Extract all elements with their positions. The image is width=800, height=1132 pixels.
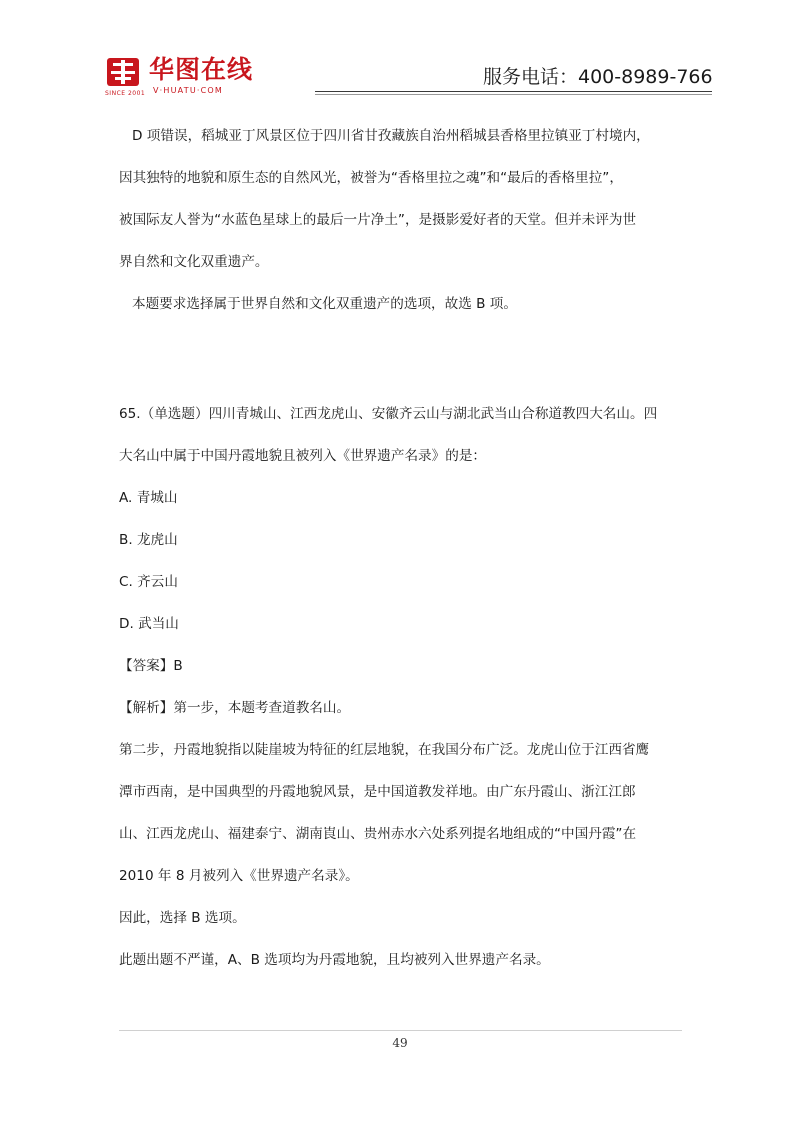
header-divider-thin — [315, 94, 712, 95]
text-line: 界自然和文化双重遗产。 — [119, 254, 269, 270]
logo-name: 华图在线 — [149, 55, 254, 84]
text-line: 因其独特的地貌和原生态的自然风光，被誉为“香格里拉之魂”和“最后的香格里拉”， — [119, 170, 623, 186]
logo-since-text: SINCE 2001 — [105, 90, 146, 97]
question-stem: 65.（单选题）四川青城山、江西龙虎山、安徽齐云山与湖北武当山合称道教四大名山。四 — [119, 406, 658, 422]
service-phone: 服务电话：400-8989-766 — [483, 66, 713, 88]
option-b: B. 龙虎山 — [119, 532, 178, 548]
analysis-text: 山、江西龙虎山、福建泰宁、湖南崀山、贵州赤水六处系列提名地组成的“中国丹霞”在 — [119, 826, 637, 842]
analysis-text: 【解析】第一步，本题考查道教名山。 — [119, 700, 351, 716]
huatu-logo-mark-icon — [105, 56, 145, 90]
text-line: D 项错误，稻城亚丁风景区位于四川省甘孜藏族自治州稻城县香格里拉镇亚丁村境内， — [132, 128, 650, 144]
question-stem: 大名山中属于中国丹霞地貌且被列入《世界遗产名录》的是： — [119, 448, 487, 464]
logo-url: V·HUATU·COM — [153, 86, 224, 95]
analysis-text: 此题出题不严谨，A、B 选项均为丹霞地貌，且均被列入世界遗产名录。 — [119, 952, 550, 968]
analysis-text: 2010 年 8 月被列入《世界遗产名录》。 — [119, 868, 359, 884]
option-d: D. 武当山 — [119, 616, 179, 632]
huatu-logo — [105, 56, 275, 100]
analysis-text: 因此，选择 B 选项。 — [119, 910, 246, 926]
text-line: 被国际友人誉为“水蓝色星球上的最后一片净土”，是摄影爱好者的天堂。但并未评为世 — [119, 212, 637, 228]
answer: 【答案】B — [119, 658, 183, 674]
page-header — [0, 0, 800, 100]
page-number: 49 — [392, 1036, 408, 1050]
option-a: A. 青城山 — [119, 490, 178, 506]
text-line: 本题要求选择属于世界自然和文化双重遗产的选项，故选 B 项。 — [132, 296, 517, 312]
footer-divider — [119, 1030, 682, 1031]
option-c: C. 齐云山 — [119, 574, 178, 590]
analysis-text: 潭市西南，是中国典型的丹霞地貌风景，是中国道教发祥地。由广东丹霞山、浙江江郎 — [119, 784, 636, 800]
analysis-text: 第二步，丹霞地貌指以陡崖坡为特征的红层地貌，在我国分布广泛。龙虎山位于江西省鹰 — [119, 742, 650, 758]
header-divider — [315, 91, 712, 92]
